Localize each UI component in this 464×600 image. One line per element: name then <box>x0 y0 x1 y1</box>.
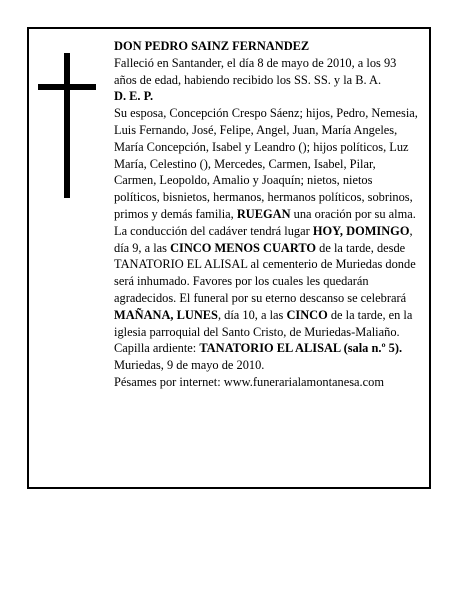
funeral-time: CINCO <box>286 307 328 322</box>
deceased-name: DON PEDRO SAINZ FERNANDEZ <box>114 39 310 53</box>
burial-text: de la tarde, desde TANATORIO EL ALISAL al cementerio de Muriedas donde será inhumado. Favores por los cuales les quedarán agradecidos. El funeral por su eterno descanso se celebrará <box>114 240 416 305</box>
chapel-location: TANATORIO EL ALISAL (sala n.º 5). <box>199 341 403 356</box>
obituary-text <box>114 38 421 391</box>
family-list: Su esposa, Concepción Crespo Sáenz; hijos, Pedro, Nemesia, Luis Fernando, José, Felipe, Angel, Juan, María Angeles, María Concepción, Isabel y Leandro (); hijos políticos, Luz María, Celestino (), Mercedes, Carmen, Isabel, Pilar, Carmen, Leopoldo, Amalio y Joaquín; nietos, nietos políticos, bisnietos, hermanos, hermanos políticos, sobrinos, primos y demás familia, <box>114 106 418 221</box>
rip-line: D. E. P. <box>114 89 154 104</box>
funeral-place: de la tarde, en la iglesia parroquial del Santo Cristo, de Muriedas-Maliaño. Capilla ardiente: <box>114 307 413 356</box>
cross-icon <box>64 53 70 198</box>
conduction-text: una oración por su alma. La conducción del cadáver tendrá lugar <box>114 206 416 238</box>
death-statement: Falleció en Santander, el día 8 de mayo de 2010, a los 93 años de edad, habiendo recibido los SS. SS. y la B. A. <box>114 55 397 87</box>
conduction-date: , día 9, a las <box>114 223 413 255</box>
place-date: Muriedas, 9 de mayo de 2010. <box>114 358 265 373</box>
condolences-link: Pésames por internet: www.funerarialamontanesa.com <box>114 374 384 389</box>
ruegan-text: RUEGAN <box>236 206 291 221</box>
notice-body <box>114 105 421 357</box>
cross-icon-arm <box>38 84 96 90</box>
funeral-day: MAÑANA, LUNES <box>114 307 218 322</box>
funeral-date: , día 10, a las <box>217 307 287 322</box>
conduction-time: CINCO MENOS CUARTO <box>170 240 317 255</box>
conduction-day: HOY, DOMINGO <box>312 223 410 238</box>
